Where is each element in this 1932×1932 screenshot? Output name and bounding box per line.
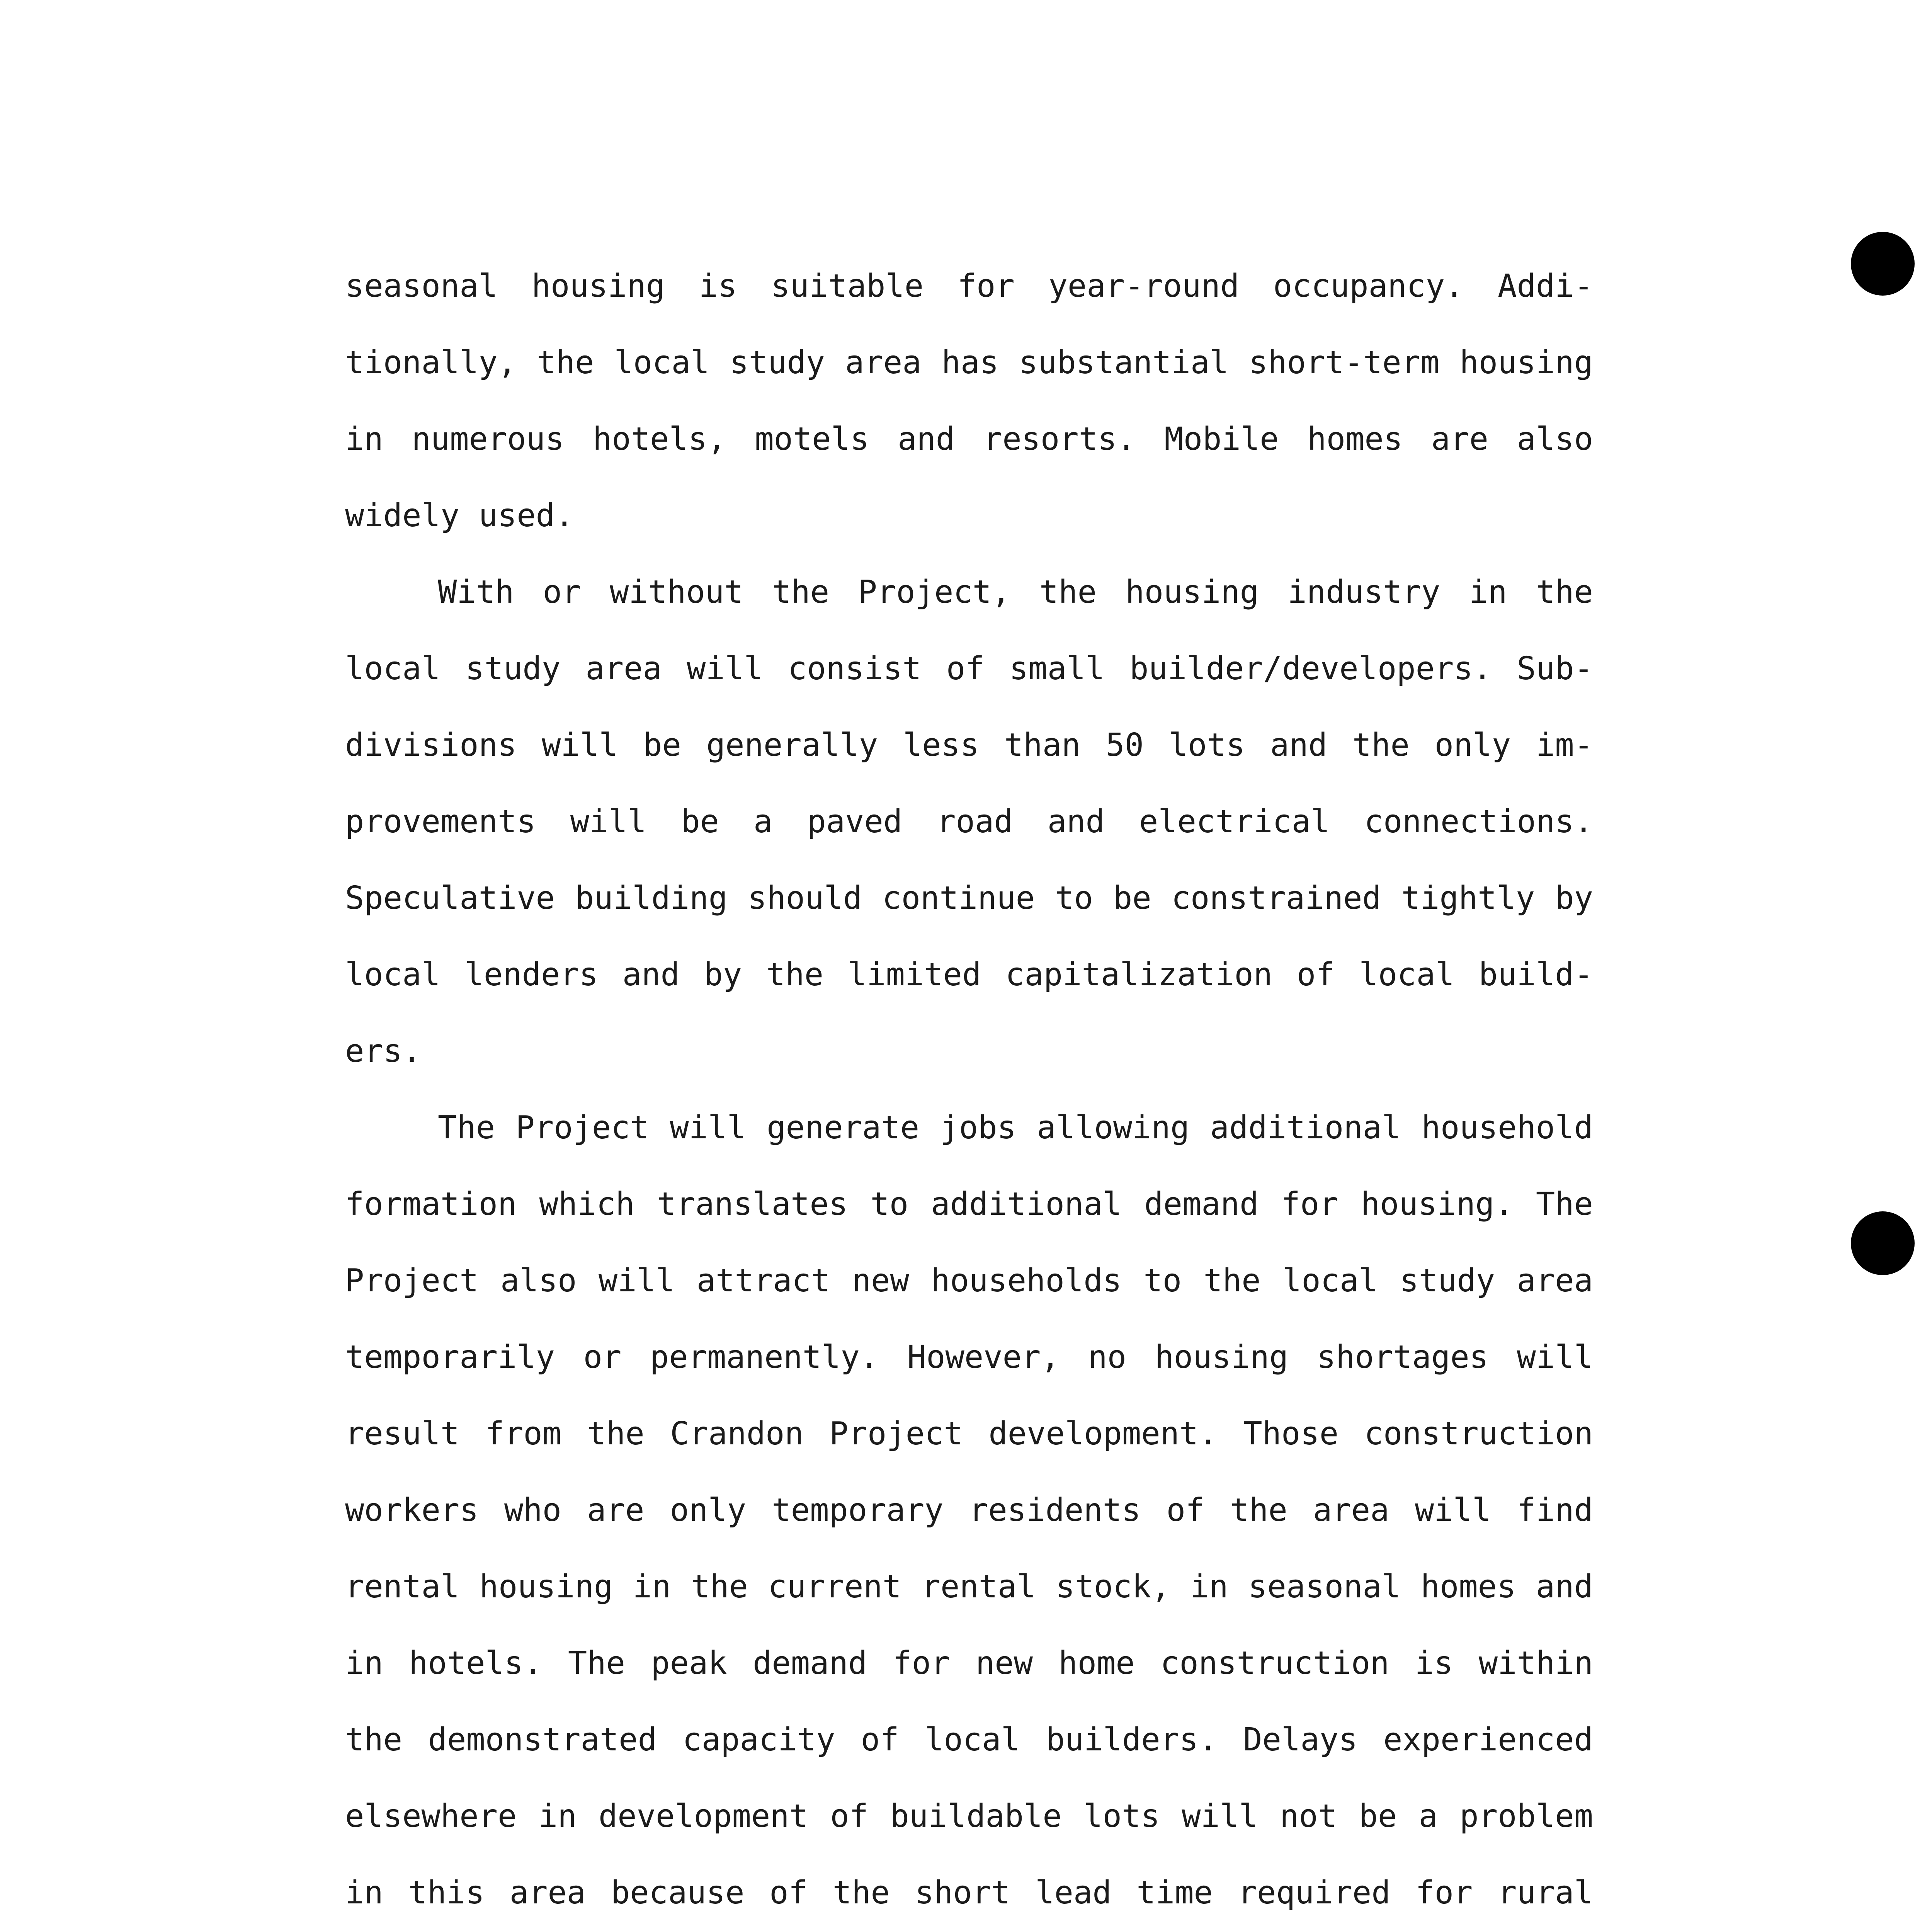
text-line: Project also will attract new households to the local study area	[345, 1262, 1593, 1299]
text-line: workers who are only temporary residents of the area will find	[345, 1492, 1593, 1529]
text-line: local lenders and by the limited capitalization of local build-	[345, 956, 1593, 993]
text-line: Speculative building should continue to be constrained tightly by	[345, 880, 1593, 917]
text-line: elsewhere in development of buildable lots will not be a problem	[345, 1798, 1593, 1835]
text-line: in numerous hotels, motels and resorts. Mobile homes are also	[345, 421, 1593, 457]
text-line: local study area will consist of small builder/developers. Sub-	[345, 650, 1593, 687]
text-line: in hotels. The peak demand for new home construction is within	[345, 1645, 1593, 1682]
text-line: divisions will be generally less than 50 lots and the only im-	[345, 727, 1593, 764]
text-line: temporarily or permanently. However, no housing shortages will	[345, 1339, 1593, 1376]
text-line: widely used.	[345, 497, 574, 534]
text-line: formation which translates to additional demand for housing. The	[345, 1186, 1593, 1223]
text-line: provements will be a paved road and electrical connections.	[345, 803, 1593, 840]
text-line: With or without the Project, the housing industry in the	[438, 574, 1593, 611]
text-line: tionally, the local study area has substantial short-term housing	[345, 344, 1593, 381]
punch-hole-middle	[1851, 1211, 1915, 1275]
text-line: The Project will generate jobs allowing additional household	[438, 1109, 1593, 1146]
punch-hole-top	[1851, 232, 1915, 296]
text-line: in this area because of the short lead time required for rural	[345, 1874, 1593, 1911]
text-line: rental housing in the current rental stock, in seasonal homes and	[345, 1568, 1593, 1605]
text-line: the demonstrated capacity of local builders. Delays experienced	[345, 1721, 1593, 1758]
text-line: result from the Crandon Project development. Those construction	[345, 1415, 1593, 1452]
text-line: seasonal housing is suitable for year-round occupancy. Addi-	[345, 268, 1593, 304]
text-line: ers.	[345, 1033, 422, 1070]
